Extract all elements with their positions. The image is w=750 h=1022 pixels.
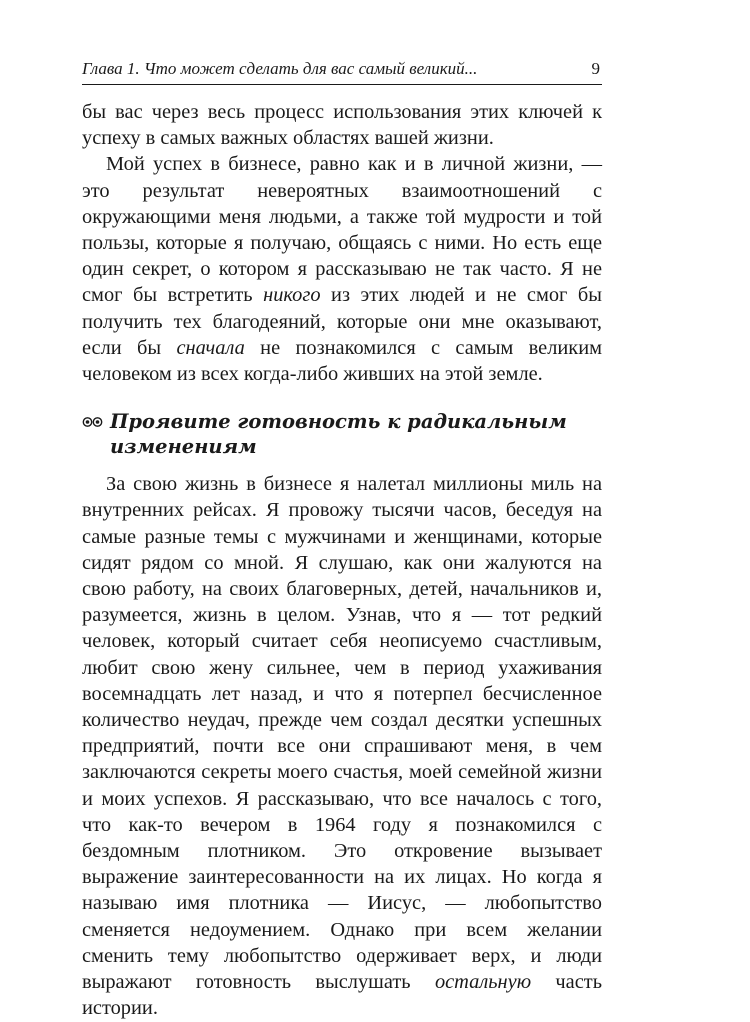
book-page (82, 58, 602, 1022)
section-heading (82, 409, 602, 459)
heading-line-1: Проявите готовность к радикальным (110, 410, 567, 434)
paragraph-text: За свою жизнь в бизнесе я налетал миллионы миль на внутренних рейсах. Я провожу тысячи часов, беседуя на самые разные темы с мужчинами и женщинами, которые сидят рядом со мной. Я слушаю, как они жалуются на свою работу, на своих благоверных, детей, начальников и, разумеется, жизнь в целом. Узнав, что я — тот редкий человек, который считает себя неописуемо счастливым, любит свою жену сильнее, чем в период ухаживания восемнадцать лет назад, и что я потерпел бесчисленное количество неудач, прежде чем создал десятки успешных предприятий, почти все они спрашивают меня, в чем заключаются секреты моего счастья, моей семейной жизни и моих успехов. Я рассказываю, что все началось с того, что как-то вечером в 1964 году я познакомился с бездомным плотником. Это откровение вызывает выражение заинтересованности на их лицах. Но когда я называю имя плотника — Иисус, — любопытство сменяется недоумением. Однако при всем желании сменить тему любопытство одерживает верх, и люди выражают готовность выслушать (82, 473, 602, 994)
paragraph-text: часть истории. (82, 971, 602, 1020)
heading-text (110, 409, 602, 459)
chapter-title: Глава 1. Что может сделать для вас самый великий... (82, 59, 478, 78)
page-number: 9 (591, 59, 600, 78)
emphasis-word: остальную (434, 971, 532, 994)
paragraph-text: Мой успех в бизнесе, равно как и в личной жизни, — это результат невероятных взаимоотношений с окружающими меня людьми, а также той мудрости и той пользы, которые я получаю, общаясь с ними. Но есть еще один секрет, о котором я рассказываю не так часто. Я не смог бы встретить (82, 153, 602, 307)
paragraph-text: не познакомился с самым великим человеком из всех когда-либо живших на этой земле. (82, 336, 603, 386)
running-head (82, 58, 602, 85)
paragraph-text: из этих людей и не смог бы получить тех благодеяний, которые они мне оказывают, если бы (82, 284, 602, 359)
body-text (82, 99, 602, 1022)
double-ring-ornament-icon (82, 409, 110, 434)
heading-line-2: изменениям (110, 435, 257, 459)
emphasis-word: никого (263, 284, 321, 307)
paragraph-flights (82, 471, 602, 1021)
paragraph-success-secret (82, 151, 602, 387)
paragraph-continued: бы вас через весь процесс использования этих ключей к успеху в самых важных областях вашей жизни. (82, 101, 602, 150)
emphasis-word: сначала (176, 336, 245, 359)
